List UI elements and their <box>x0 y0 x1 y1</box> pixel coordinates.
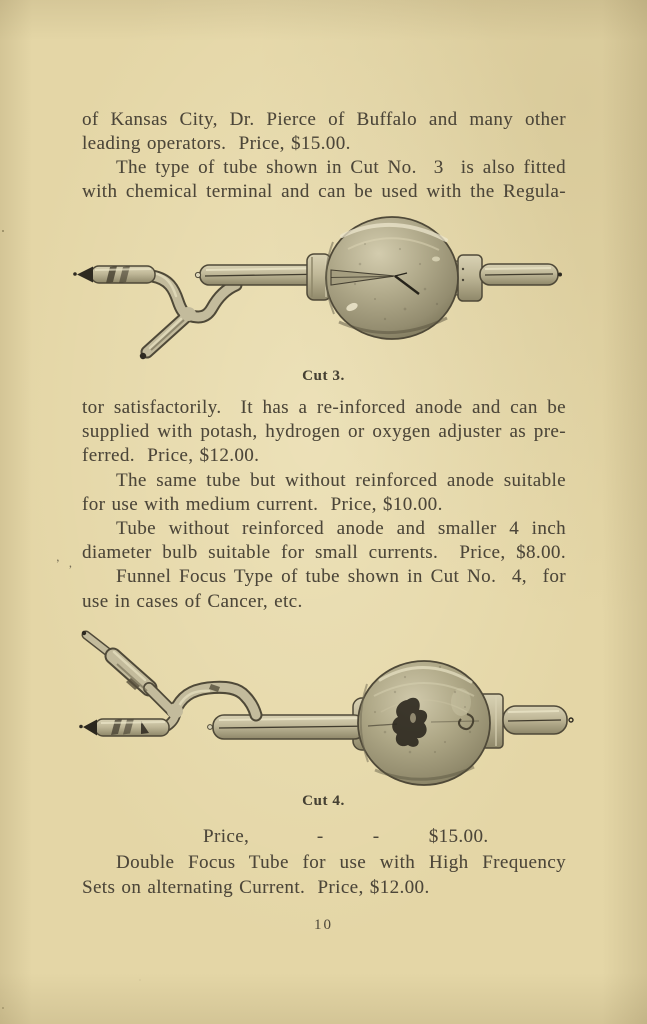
text-line: tor satisfactorily. It has a re-inforced anode and can be <box>82 397 566 418</box>
cut-3-xray-tube-illustration <box>55 214 603 364</box>
text-line: supplied with potash, hydrogen or oxygen adjuster as pre- <box>82 421 566 443</box>
cut4-cathode-stem <box>208 698 379 750</box>
cut-4-caption: Cut 4. <box>302 793 345 809</box>
ink-mark: ’ ‚ <box>55 555 76 571</box>
text-line: Funnel Focus Type of tube shown in Cut No. 4, for <box>116 566 566 588</box>
paragraph-block-top <box>82 108 566 204</box>
text-line: Sets on alternating Current. Price, $12.00. <box>82 877 430 898</box>
cut3-left-terminal <box>73 266 155 283</box>
text-line: Double Focus Tube for use with High Frequency <box>116 851 566 873</box>
text-line: leading operators. Price, $15.00. <box>82 133 351 154</box>
paper-speck <box>2 230 4 232</box>
text-line: The type of tube shown in Cut No. 3 is also fitted <box>116 157 566 178</box>
paragraph-block-middle <box>82 396 566 614</box>
text-line: use in cases of Cancer, etc. <box>82 590 303 612</box>
text-line: Tube without reinforced anode and smaller 4 inch <box>116 518 566 540</box>
cut-3-caption: Cut 3. <box>302 368 345 384</box>
cut3-branch-arm <box>140 273 236 359</box>
text-line: with chemical terminal and can be used with the Regula- <box>82 181 566 202</box>
cut4-upper-arm <box>82 631 172 711</box>
text-line: of Kansas City, Dr. Pierce of Buffalo and many other <box>82 109 566 130</box>
text-line: ferred. Price, $12.00. <box>82 445 260 467</box>
cut4-bulb <box>358 661 490 785</box>
price-line: Price, - - $15.00. <box>203 826 489 847</box>
text-line: for use with medium current. Price, $10.00. <box>82 493 443 515</box>
cut3-bulb <box>326 217 458 339</box>
cut4-bridge-tube <box>175 684 256 715</box>
cut-4-xray-tube-illustration <box>75 622 615 790</box>
paragraph-block-bottom <box>82 824 566 901</box>
cut3-anode-stem <box>454 255 562 301</box>
page-number: 10 <box>314 917 333 933</box>
text-line: diameter bulb suitable for small currents. Price, $8.00. <box>82 542 566 564</box>
text-line: The same tube but without reinforced anode suitable <box>116 469 566 491</box>
